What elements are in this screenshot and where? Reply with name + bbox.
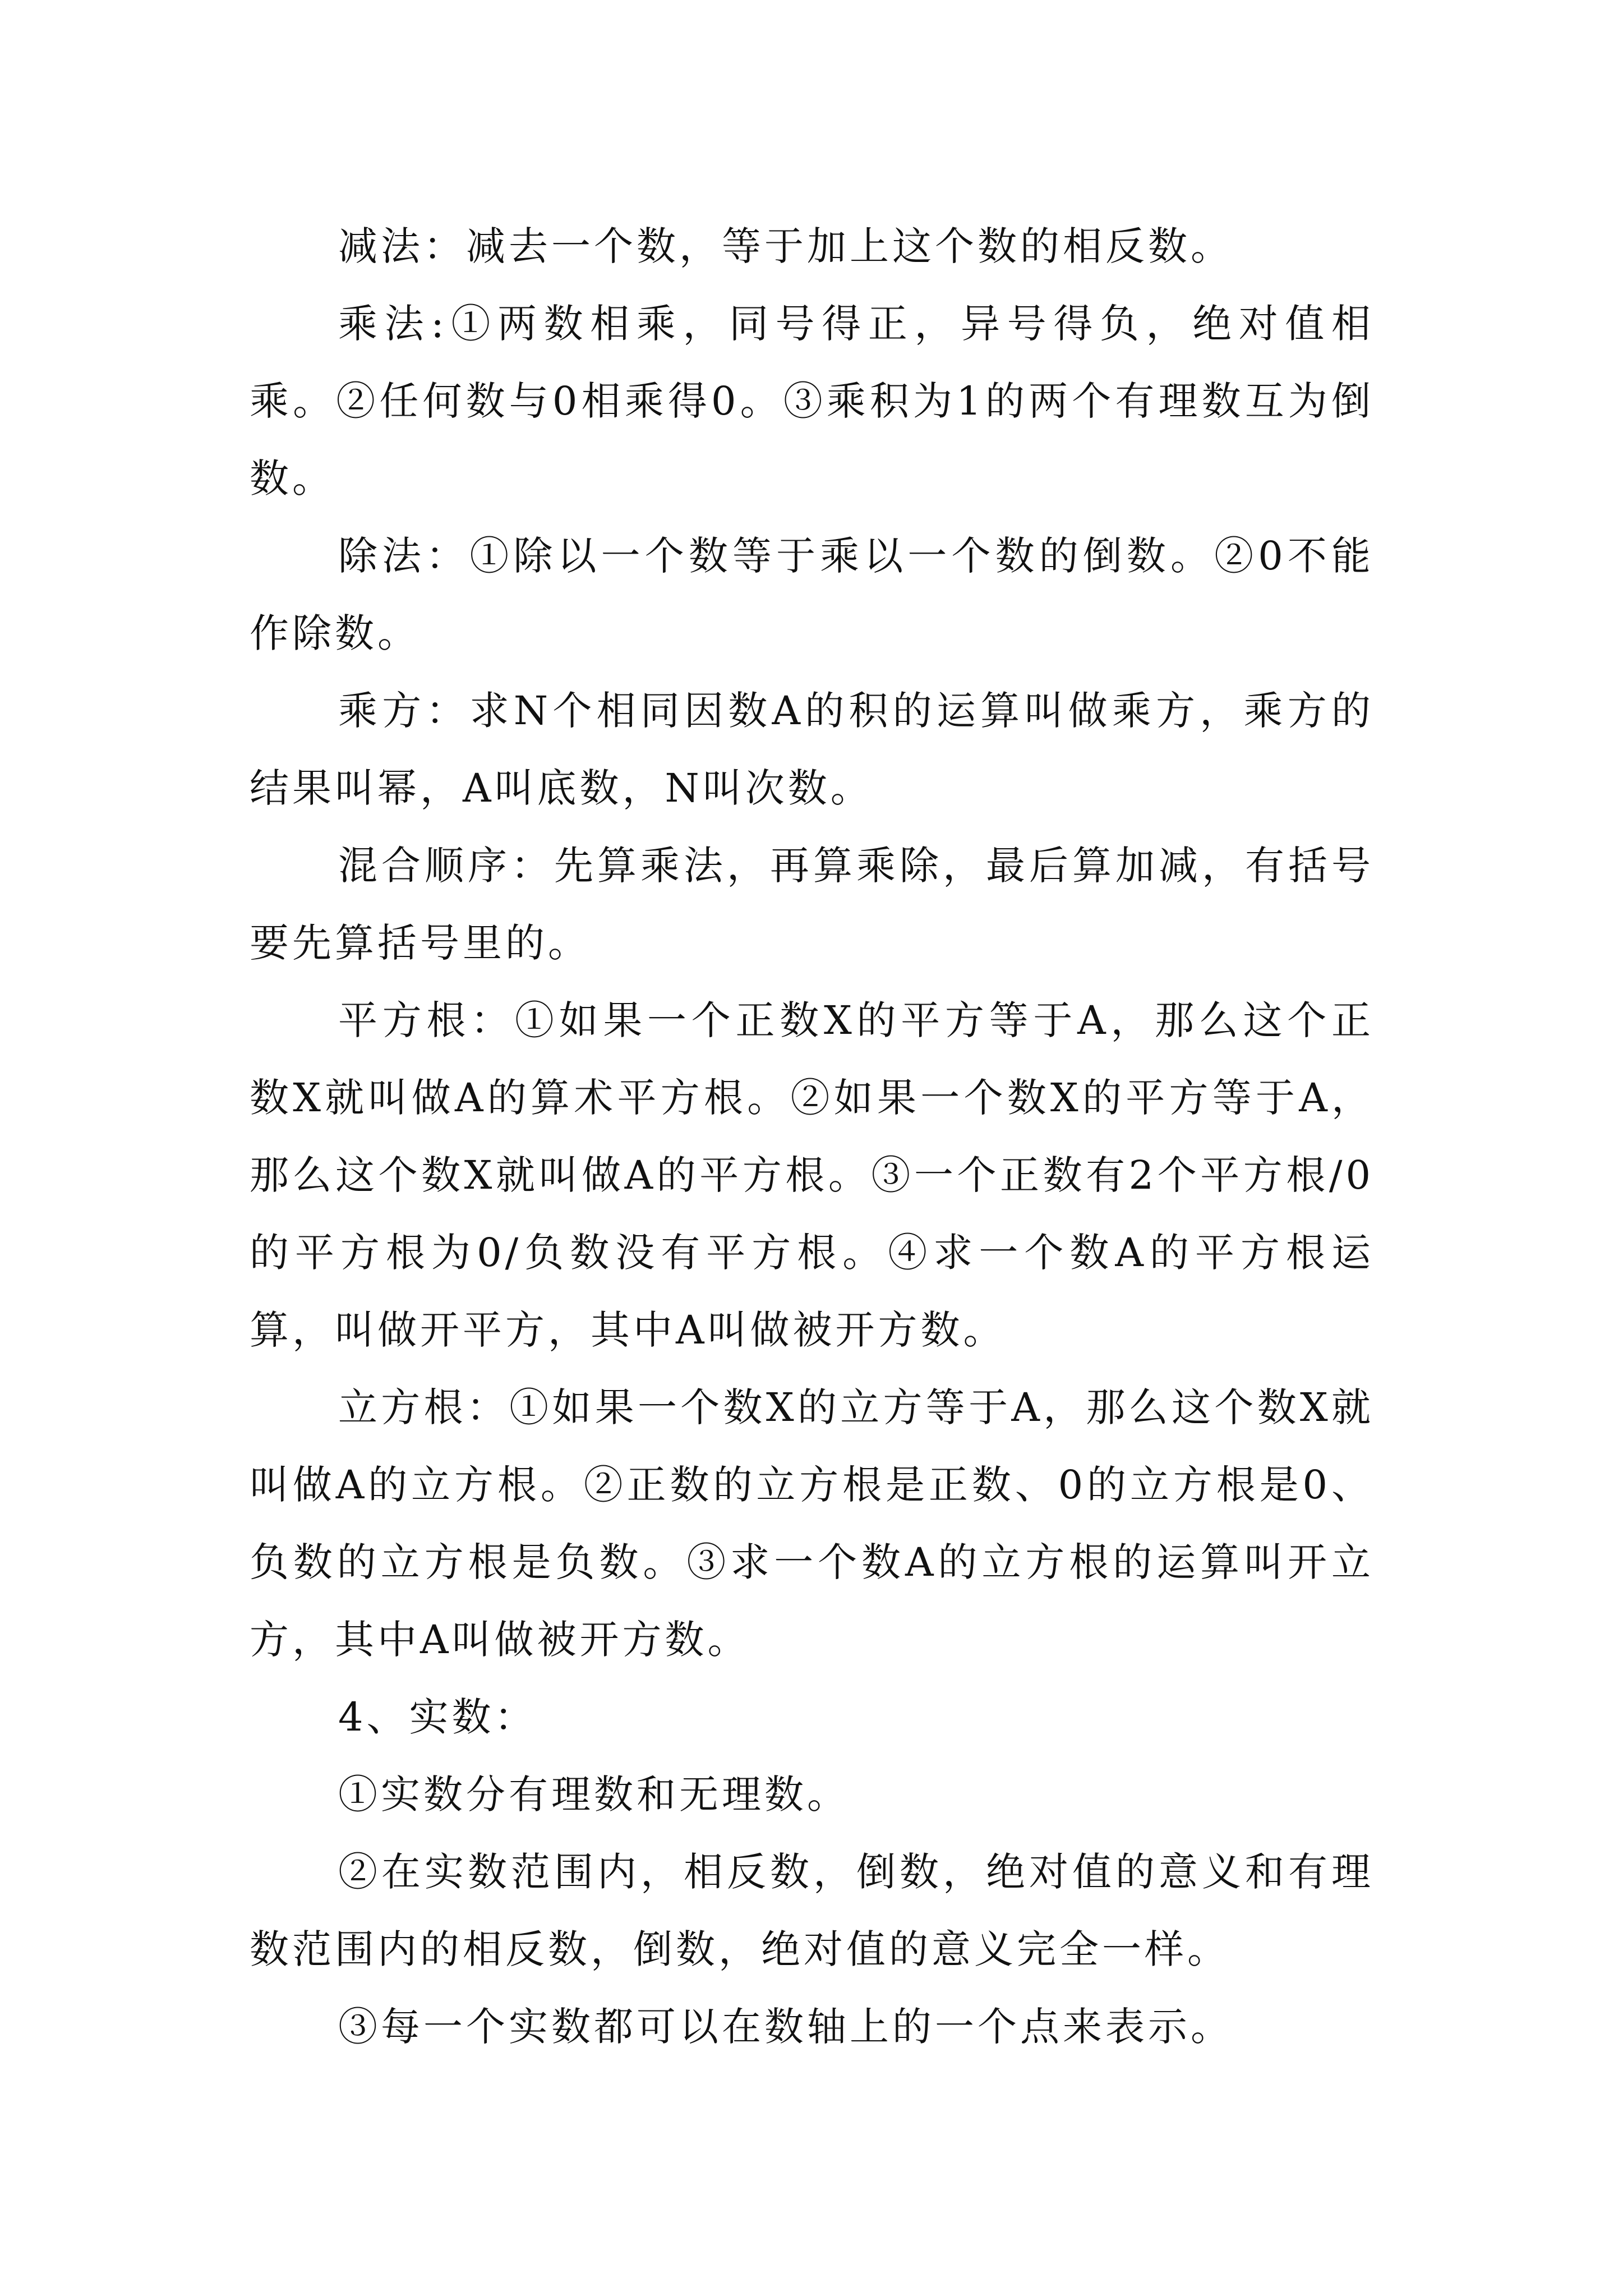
paragraph-division: 除法：①除以一个数等于乘以一个数的倒数。②0不能作除数。 (250, 533, 1374, 656)
list-item-real-1: ①实数分有理数和无理数。 (338, 1772, 850, 1818)
paragraph-subtraction: 减法：减去一个数，等于加上这个数的相反数。 (338, 223, 1233, 269)
paragraph-power: 乘方：求N个相同因数A的积的运算叫做乘方，乘方的结果叫幂，A叫底数，N叫次数。 (250, 688, 1374, 811)
section-heading-real-numbers: 4、实数： (338, 1694, 537, 1740)
list-item-real-3: ③每一个实数都可以在数轴上的一个点来表示。 (338, 2004, 1233, 2050)
paragraph-square-root: 平方根：①如果一个正数X的平方等于A，那么这个正数X就叫做A的算术平方根。②如果一个数X的平方等于A，那么这个数X就叫做A的平方根。③一个正数有2个平方根/0的平方根为0/负数没有平方根。④求一个数A的平方根运算，叫做开平方，其中A叫做被开方数。 (250, 997, 1374, 1353)
paragraph-order-of-operations: 混合顺序：先算乘法，再算乘除，最后算加减，有括号要先算括号里的。 (250, 843, 1374, 966)
document-body (250, 208, 1374, 2065)
paragraph-multiplication: 乘法:①两数相乘，同号得正，异号得负，绝对值相乘。②任何数与0相乘得0。③乘积为1的两个有理数互为倒数。 (250, 301, 1374, 501)
paragraph-cube-root: 立方根：①如果一个数X的立方等于A，那么这个数X就叫做A的立方根。②正数的立方根是正数、0的立方根是0、负数的立方根是负数。③求一个数A的立方根的运算叫开立方，其中A叫做被开方数。 (250, 1384, 1374, 1663)
list-item-real-2: ②在实数范围内，相反数，倒数，绝对值的意义和有理数范围内的相反数，倒数，绝对值的意义完全一样。 (250, 1849, 1374, 1972)
